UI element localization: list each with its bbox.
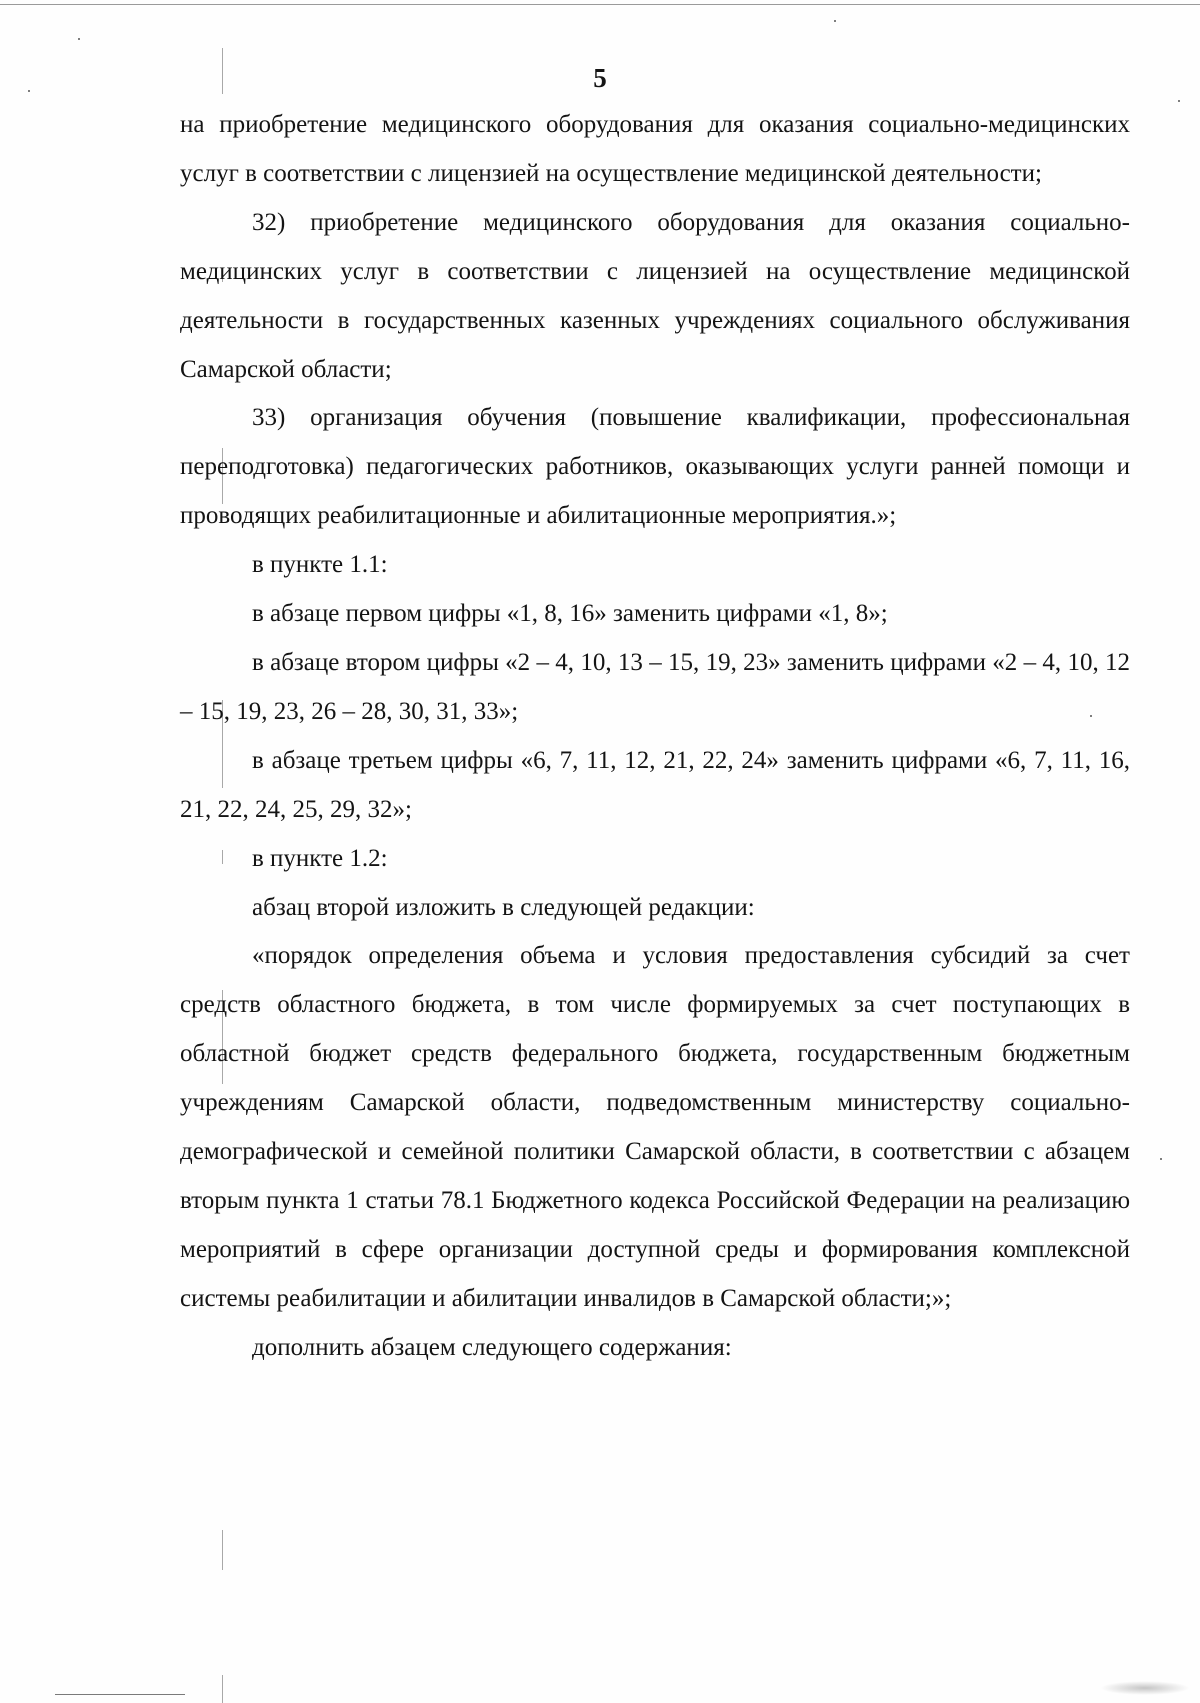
paragraph: в пункте 1.2:: [252, 844, 388, 872]
paragraph: в абзаце первом цифры «1, 8, 16» заменить цифрами «1, 8»;: [252, 600, 888, 628]
paragraph: на приобретение медицинского оборудования для оказания социально-медицинских услуг в соответствии с лицензией на осуществление медицинской деятельности;: [180, 111, 1130, 187]
paragraph: в абзаце третьем цифры «6, 7, 11, 12, 21, 22, 24» заменить цифрами «6, 7, 11, 16, 21, 22, 24, 25, 29, 32»;: [180, 746, 1130, 823]
margin-mark: [222, 1530, 223, 1570]
scan-edge-line: [0, 4, 1200, 5]
paragraph: «порядок определения объема и условия предоставления субсидий за счет средств областного бюджета, в том числе формируемых за счет поступающих в областной бюджет средств федерального бюджета, государственным бюджетным учреждениям Самарской области, подведомственным министерству социально-демографической и семейной политики Самарской области, в соответствии с абзацем вторым пункта 1 статьи 78.1 Бюджетного кодекса Российской Федерации на реализацию мероприятий в сфере организации доступной среды и формирования комплексной системы реабилитации и абилитации инвалидов в Самарской области;»;: [180, 942, 1130, 1312]
paragraph: 32) приобретение медицинского оборудования для оказания социально-медицинских услуг в соответствии с лицензией на осуществление медицинской деятельности в государственных казенных учреждениях социального обслуживания Самарской области;: [180, 208, 1130, 383]
scan-speck: [1160, 1158, 1162, 1160]
paragraph: в пункте 1.1:: [252, 551, 388, 579]
paragraph: абзац второй изложить в следующей редакции:: [252, 893, 755, 921]
scan-speck: [78, 38, 80, 40]
paragraph: 33) организация обучения (повышение квалификации, профессиональная переподготовка) педагогических работников, оказывающих услуги ранней помощи и проводящих реабилитационные и абилитационные мероприятия.»;: [180, 404, 1130, 530]
scan-smudge: [1100, 1681, 1190, 1695]
paragraph: дополнить абзацем следующего содержания:: [252, 1333, 732, 1361]
paragraph: в абзаце втором цифры «2 – 4, 10, 13 – 15, 19, 23» заменить цифрами «2 – 4, 10, 12 – 15, 19, 23, 26 – 28, 30, 31, 33»;: [180, 648, 1130, 725]
scan-speck: [834, 20, 836, 22]
margin-mark: [222, 1675, 223, 1703]
body-text: [180, 101, 1130, 1373]
scan-speck: [1178, 100, 1180, 102]
page-number: 5: [593, 63, 607, 93]
scan-edge-line: [55, 1694, 185, 1695]
